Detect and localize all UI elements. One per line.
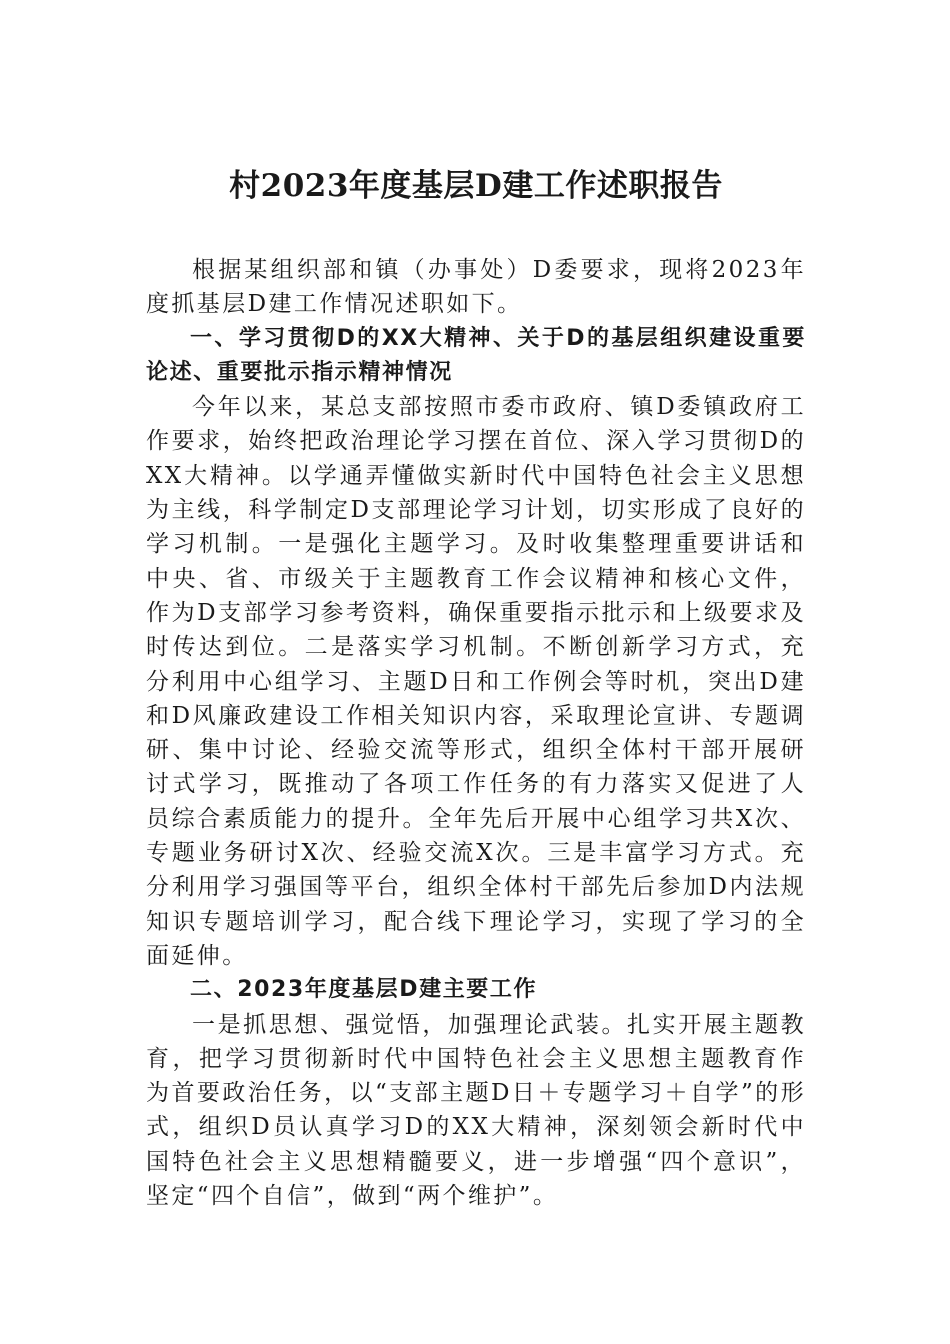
section-1-heading: 一、学习贯彻D的XX大精神、关于D的基层组织建设重要论述、重要批示指示精神情况: [146, 325, 806, 385]
section-2-paragraph: 一是抓思想、强觉悟，加强理论武装。扎实开展主题教育，把学习贯彻新时代中国特色社会主义思想主题教育作为首要政治任务，以“支部主题D日＋专题学习＋自学”的形式，组织D员认真学习D的XX大精神，深刻领会新时代中国特色社会主义思想精髓要义，进一步增强“四个意识”，坚定“四个自信”，做到“两个维护”。: [146, 1011, 806, 1210]
document-page: [146, 0, 806, 1344]
intro-paragraph: 根据某组织部和镇（办事处）D委要求，现将2023年度抓基层D建工作情况述职如下。: [146, 257, 806, 318]
section-1-paragraph: 今年以来，某总支部按照市委市政府、镇D委镇政府工作要求，始终把政治理论学习摆在首位、深入学习贯彻D的XX大精神。以学通弄懂做实新时代中国特色社会主义思想为主线，科学制定D支部理论学习计划，切实形成了良好的学习机制。一是强化主题学习。及时收集整理重要讲话和中央、省、市级关于主题教育工作会议精神和核心文件，作为D支部学习参考资料，确保重要指示批示和上级要求及时传达到位。二是落实学习机制。不断创新学习方式，充分利用中心组学习、主题D日和工作例会等时机，突出D建和D风廉政建设工作相关知识内容，采取理论宣讲、专题调研、集中讨论、经验交流等形式，组织全体村干部开展研讨式学习，既推动了各项工作任务的有力落实又促进了人员综合素质能力的提升。全年先后开展中心组学习共X次、专题业务研讨X次、经验交流X次。三是丰富学习方式。充分利用学习强国等平台，组织全体村干部先后参加D内法规知识专题培训学习，配合线下理论学习，实现了学习的全面延伸。: [146, 394, 806, 969]
document-title: 村2023年度基层D建工作述职报告: [229, 168, 723, 204]
section-2-heading: 二、2023年度基层D建主要工作: [190, 977, 538, 1003]
document-body: [146, 253, 806, 1213]
